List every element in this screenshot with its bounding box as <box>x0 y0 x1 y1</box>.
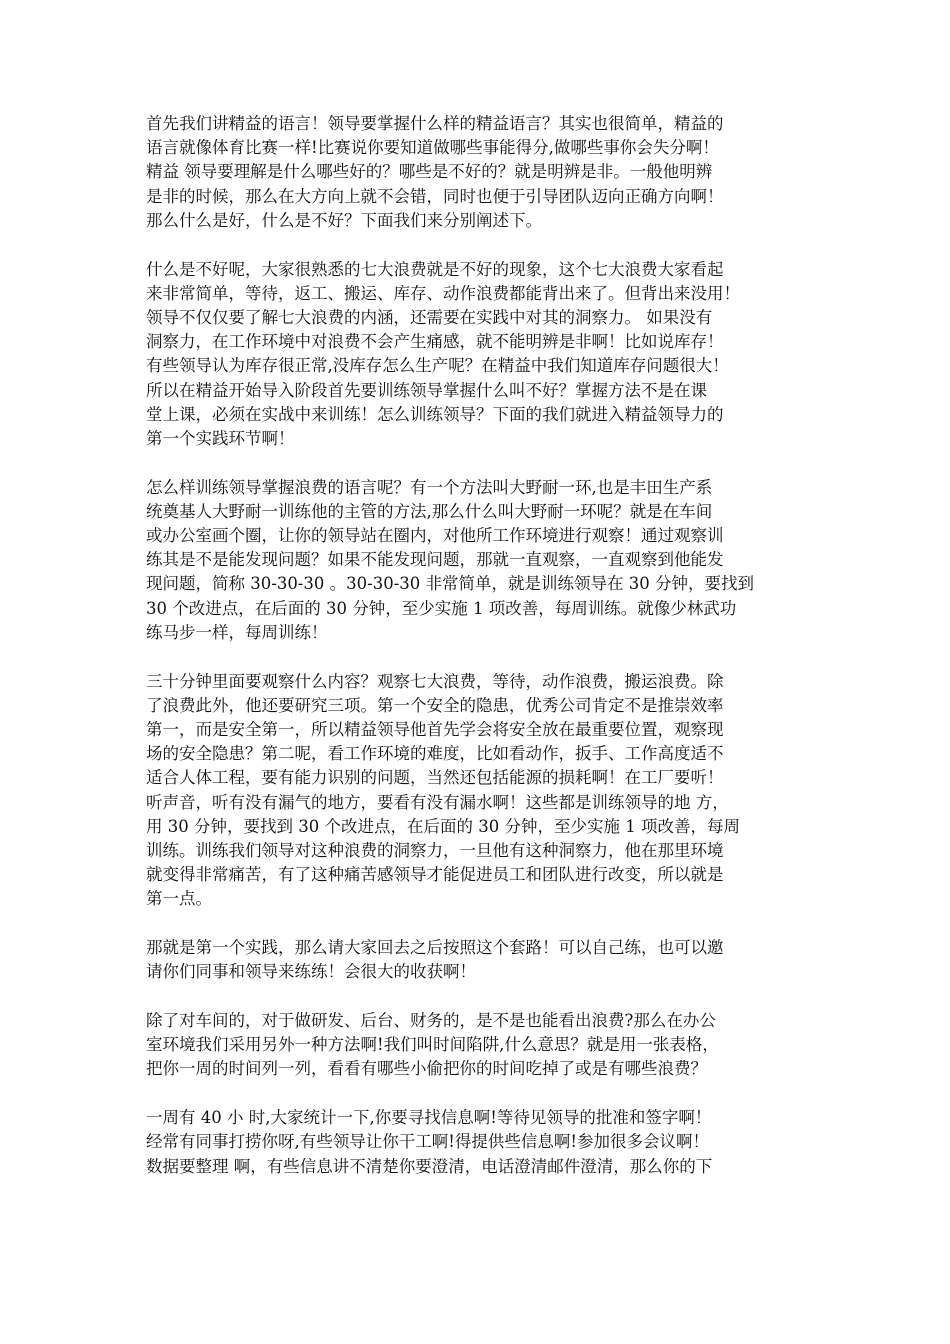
paragraph-5 <box>146 936 812 984</box>
text-line: 语言就像体育比赛一样!比赛说你要知道做哪些事能得分,做哪些事你会失分啊！ <box>146 138 719 158</box>
text-line: 场的安全隐患？第二呢，看工作环境的难度，比如看动作，扳手、工作高度适不 <box>146 744 724 764</box>
text-line: 就变得非常痛苦，有了这种痛苦感领导才能促进员工和团队进行改变，所以就是 <box>146 865 724 885</box>
text-line: 用 30 分钟，要找到 30 个改进点，在后面的 30 分钟，至少实施 1 项改善，每周 <box>146 816 740 836</box>
text-line: 一周有 40 小 时,大家统计一下,你要寻找信息啊!等待见领导的批准和签字啊！ <box>146 1108 712 1128</box>
text-line: 请你们同事和领导来练练！会很大的收获啊！ <box>146 962 476 982</box>
paragraph-1 <box>146 112 812 233</box>
text-line: 来非常简单，等待，返工、搬运、库存、动作浪费都能背出来了。但背出来没用！ <box>146 283 740 303</box>
text-line: 除了对车间的，对于做研发、后台、财务的，是不是也能看出浪费?那么在办公 <box>146 1011 716 1030</box>
text-line: 那就是第一个实践，那么请大家回去之后按照这个套路！可以自己练，也可以邀 <box>146 938 724 958</box>
text-line: 第一，而是安全第一，所以精益领导他首先学会将安全放在最重要位置，观察现 <box>146 719 724 739</box>
text-line: 洞察力，在工作环境中对浪费不会产生痛感，就不能明辨是非啊！比如说库存！ <box>146 332 724 352</box>
text-line: 适合人体工程，要有能力识别的问题，当然还包括能源的损耗啊！在工厂要听！ <box>146 768 724 788</box>
paragraph-7 <box>146 1106 812 1179</box>
text-line: 经常有同事打捞你呀,有些领导让你干工啊!得提供些信息啊!参加很多会议啊！ <box>146 1132 710 1152</box>
text-line: 30 个改进点，在后面的 30 分钟，至少实施 1 项改善，每周训练。就像少林武功 <box>146 598 737 618</box>
text-line: 训练。训练我们领导对这种浪费的洞察力，一旦他有这种洞察力，他在那里环境 <box>146 840 724 860</box>
text-line: 了浪费此外，他还要研究三项。第一个安全的隐患，优秀公司肯定不是推崇效率 <box>146 695 724 715</box>
paragraph-3 <box>146 476 812 645</box>
text-line: 数据要整理 啊，有些信息讲不清楚你要澄清，电话澄清邮件澄清，那么你的下 <box>146 1156 713 1176</box>
text-line: 什么是不好呢，大家很熟悉的七大浪费就是不好的现象，这个七大浪费大家看起 <box>146 259 724 279</box>
text-line: 那么什么是好，什么是不好？下面我们来分别阐述下。 <box>146 210 542 230</box>
paragraph-2 <box>146 258 812 452</box>
text-line: 统奠基人大野耐一训练他的主管的方法,那么什么叫大野耐一环呢？就是在车间 <box>146 501 713 521</box>
text-line: 是非的时候，那么在大方向上就不会错，同时也便于引导团队迈向正确方向啊！ <box>146 186 724 206</box>
document-body <box>146 112 812 1203</box>
paragraph-6 <box>146 1009 812 1082</box>
text-line: 或办公室画个圈，让你的领导站在圈内，对他所工作环境进行观察！通过观察训 <box>146 526 724 546</box>
text-line: 第一点。 <box>146 889 212 909</box>
text-line: 堂上课，必须在实战中来训练！怎么训练领导？下面的我们就进入精益领导力的 <box>146 404 724 424</box>
text-line: 练马步一样，每周训练！ <box>146 622 328 642</box>
text-line: 把你一周的时间列一列，看看有哪些小偷把你的时间吃掉了或是有哪些浪费？ <box>146 1059 707 1079</box>
text-line: 所以在精益开始导入阶段首先要训练领导掌握什么叫不好？掌握方法不是在课 <box>146 380 707 400</box>
text-line: 精益 领导要理解是什么哪些好的？哪些是不好的？就是明辨是非。一般他明辨 <box>146 162 713 182</box>
text-line: 首先我们讲精益的语言！领导要掌握什么样的精益语言？其实也很简单，精益的 <box>146 114 724 133</box>
text-line: 练其是不是能发现问题？如果不能发现问题，那就一直观察，一直观察到他能发 <box>146 550 724 570</box>
paragraph-4 <box>146 670 812 912</box>
text-line: 第一个实践环节啊！ <box>146 428 295 448</box>
text-line: 三十分钟里面要观察什么内容？观察七大浪费，等待，动作浪费，搬运浪费。除 <box>146 671 724 691</box>
text-line: 室环境我们采用另外一种方法啊!我们叫时间陷阱,什么意思？就是用一张表格， <box>146 1035 719 1055</box>
text-line: 现问题，简称 30-30-30 。30-30-30 非常简单，就是训练领导在 30 分钟，要找到 <box>146 574 754 594</box>
text-line: 领导不仅仅要了解七大浪费的内涵，还需要在实践中对其的洞察力。 如果没有 <box>146 307 713 327</box>
text-line: 听声音，听有没有漏气的地方，要看有没有漏水啊！这些都是训练领导的地 方， <box>146 792 729 812</box>
text-line: 有些领导认为库存很正常,没库存怎么生产呢？在精益中我们知道库存问题很大！ <box>146 356 729 376</box>
text-line: 怎么样训练领导掌握浪费的语言呢？有一个方法叫大野耐一环,也是丰田生产系 <box>146 477 713 497</box>
